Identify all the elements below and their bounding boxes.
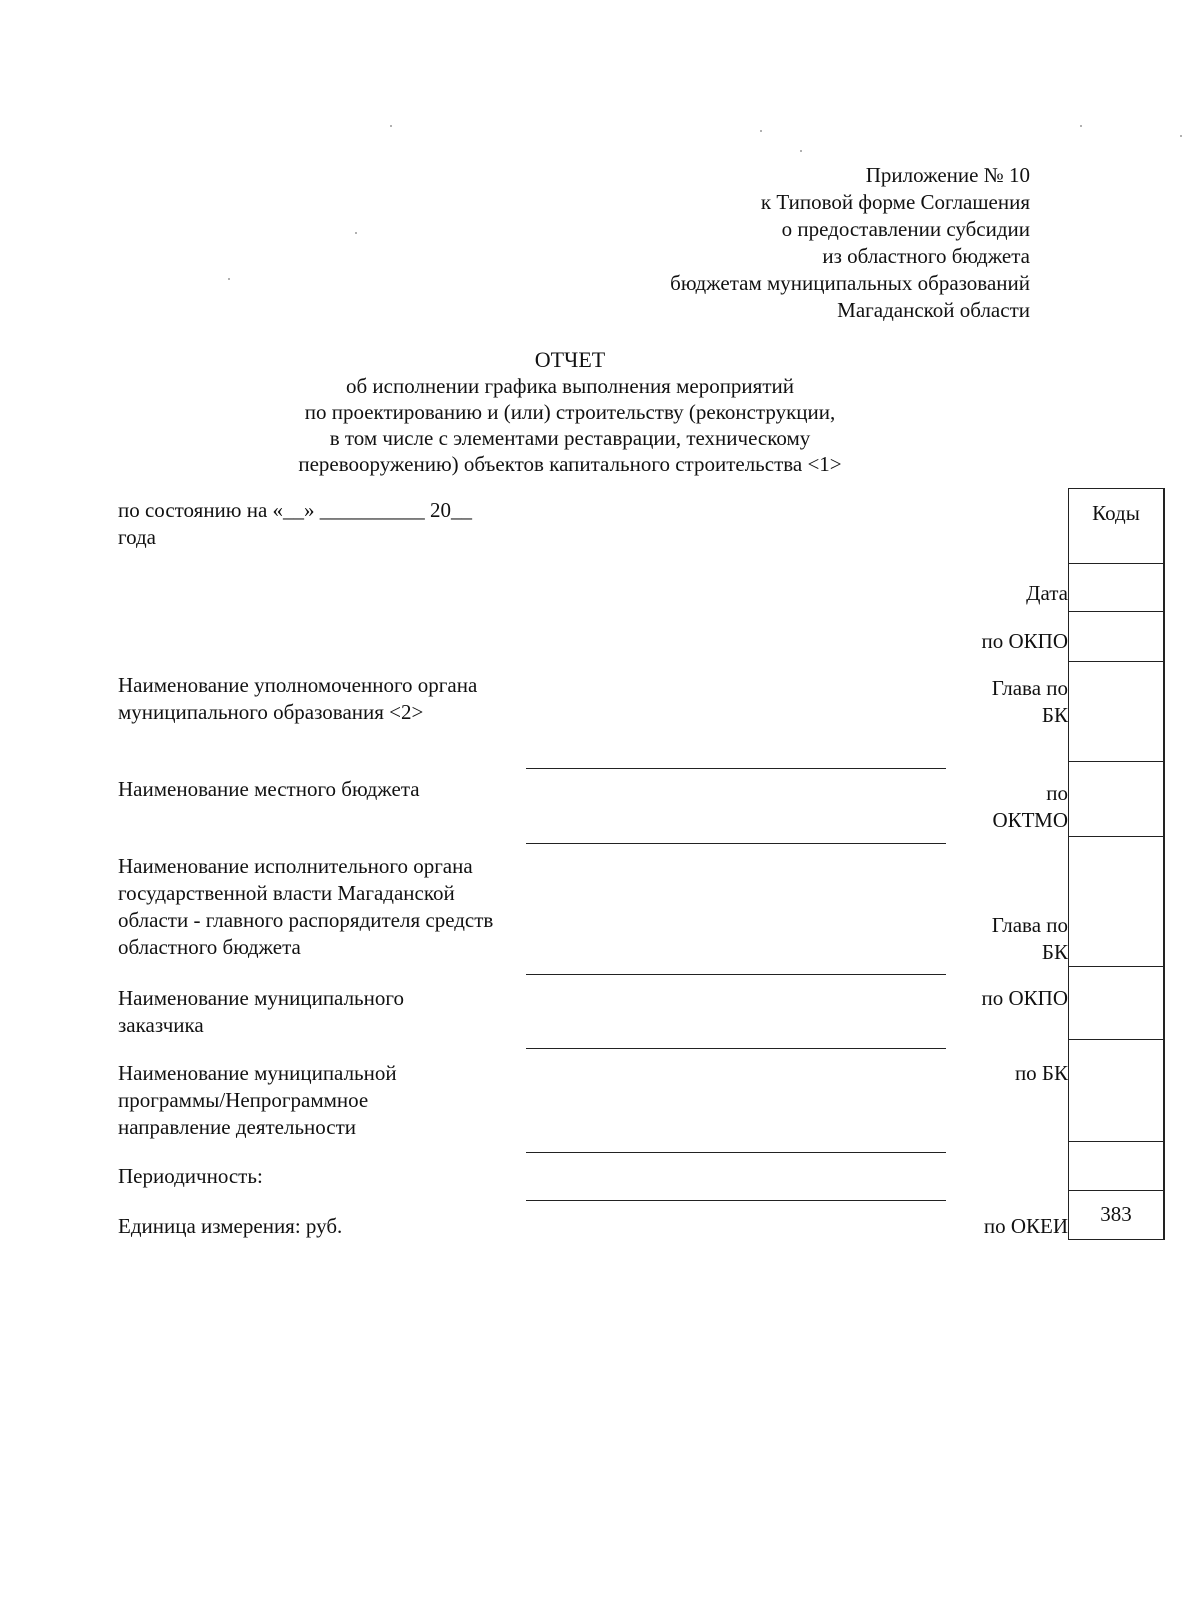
date-line-text: по состоянию на «__» __________ 20__ xyxy=(118,498,473,522)
appendix-line: Приложение № 10 xyxy=(865,163,1030,187)
codes-divider xyxy=(1069,1039,1163,1040)
okpo2-code-label: по ОКПО xyxy=(981,986,1068,1010)
glava-bk2-label-a: Глава по xyxy=(991,913,1068,937)
title-line: в том числе с элементами реставрации, техническому xyxy=(329,426,811,450)
title-line: по проектированию и (или) строительству (реконструкции, xyxy=(304,400,836,424)
codes-divider xyxy=(1069,966,1163,967)
appendix-line: к Типовой форме Соглашения xyxy=(760,190,1030,214)
periodicity-field-line[interactable] xyxy=(526,1200,946,1201)
executive-body-label: Наименование исполнительного органа государственной власти Магаданской области - главного распорядителя средств областного бюджета xyxy=(118,854,494,959)
scan-speck xyxy=(228,278,230,280)
codes-divider xyxy=(1069,661,1163,662)
appendix-line: Магаданской области xyxy=(837,298,1030,322)
codes-divider xyxy=(1069,836,1163,837)
codes-divider xyxy=(1069,1141,1163,1142)
title-line: перевооружению) объектов капитального строительства <1> xyxy=(298,452,842,476)
report-title-block xyxy=(230,347,910,477)
codes-header: Коды xyxy=(1092,501,1140,525)
oktmo-label-b: ОКТМО xyxy=(992,808,1068,832)
authority-name-field-line[interactable] xyxy=(526,768,946,769)
municipal-customer-field-line[interactable] xyxy=(526,1048,946,1049)
codes-divider xyxy=(1069,563,1163,564)
scan-speck xyxy=(800,150,802,152)
report-date-line xyxy=(118,497,472,551)
codes-divider xyxy=(1069,611,1163,612)
local-budget-field-line[interactable] xyxy=(526,843,946,844)
local-budget-label: Наименование местного бюджета xyxy=(118,777,420,801)
glava-bk2-label-b: БК xyxy=(1041,940,1068,964)
bk-code-label: по БК xyxy=(1014,1061,1068,1085)
program-label: Наименование муниципальной программы/Непрограммное направление деятельности xyxy=(118,1061,397,1139)
appendix-block xyxy=(670,162,1030,324)
report-title: ОТЧЕТ xyxy=(534,347,606,372)
okei-code-value: 383 xyxy=(1100,1202,1132,1226)
scan-speck xyxy=(1080,125,1082,127)
appendix-line: бюджетам муниципальных образований xyxy=(670,271,1030,295)
glava-bk-label-a: Глава по xyxy=(991,676,1068,700)
unit-label: Единица измерения: руб. xyxy=(118,1214,343,1238)
authority-name-label: Наименование уполномоченного органа муниципального образования <2> xyxy=(118,673,478,724)
title-line: об исполнении графика выполнения мероприятий xyxy=(345,374,794,398)
okei-code-label: по ОКЕИ xyxy=(983,1214,1068,1238)
appendix-line: о предоставлении субсидии xyxy=(781,217,1030,241)
codes-divider xyxy=(1069,1190,1163,1191)
oktmo-label-a: по xyxy=(1046,781,1068,805)
glava-bk-label-b: БК xyxy=(1041,703,1068,727)
executive-body-field-line[interactable] xyxy=(526,974,946,975)
scan-speck xyxy=(760,130,762,132)
scan-speck xyxy=(355,232,357,234)
periodicity-label: Периодичность: xyxy=(118,1164,263,1188)
date-line-year-word: года xyxy=(118,525,156,549)
scan-speck xyxy=(1180,135,1182,137)
appendix-line: из областного бюджета xyxy=(822,244,1030,268)
program-field-line[interactable] xyxy=(526,1152,946,1153)
municipal-customer-label: Наименование муниципального заказчика xyxy=(118,986,404,1037)
okpo-code-label: по ОКПО xyxy=(981,629,1068,653)
scan-speck xyxy=(390,125,392,127)
codes-divider xyxy=(1069,761,1163,762)
date-code-label: Дата xyxy=(1026,581,1068,605)
codes-column xyxy=(1068,488,1165,1240)
